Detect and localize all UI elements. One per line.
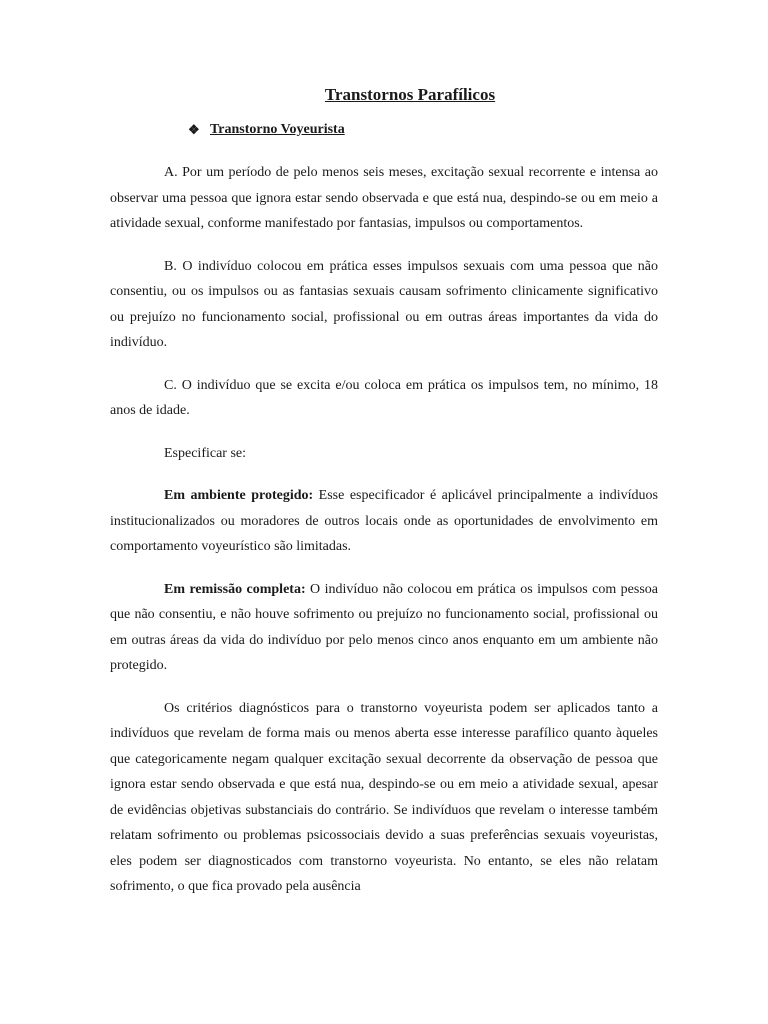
- section-heading: [188, 120, 658, 140]
- criterion-b: B. O indivíduo colocou em prática esses impulsos sexuais com uma pessoa que não consentiu, ou os impulsos ou as fantasias sexuais causam sofrimento clinicamente significativo ou prejuízo no funcionamento social, profissional ou em outras áreas importantes da vida do indivíduo.: [110, 258, 658, 350]
- specifier-protected-term: Em ambiente protegido:: [164, 488, 314, 503]
- criterion-a: A. Por um período de pelo menos seis meses, excitação sexual recorrente e intensa ao observar uma pessoa que ignora estar sendo observada e que está nua, despindo-se ou em meio a atividade sexual, conforme manifestado por fantasias, impulsos ou comportamentos.: [110, 165, 658, 231]
- specifier-remission: [110, 577, 658, 679]
- document-page: [110, 84, 658, 917]
- section-title: Transtorno Voyeurista: [210, 122, 345, 137]
- diamond-bullet-icon: ❖: [188, 122, 200, 137]
- specifier-protected: [110, 483, 658, 560]
- specifier-protected-text: Esse especificador é aplicável principalmente a indivíduos institucionalizados ou moradores de outros locais onde as oportunidades de envolvimento em comportamento voyeurístico são limitadas.: [110, 488, 658, 554]
- criterion-c: C. O indivíduo que se excita e/ou coloca em prática os impulsos tem, no mínimo, 18 anos de idade.: [110, 377, 658, 418]
- specifier-remission-term: Em remissão completa:: [164, 581, 306, 597]
- specifier-remission-text: O indivíduo não colocou em prática os impulsos com pessoa que não consentiu, e não houve sofrimento ou prejuízo no funcionamento social, profissional ou em outras áreas da vida do indivíduo por pelo menos cinco anos enquanto em um ambiente não protegido.: [110, 581, 658, 673]
- document-title: Transtornos Parafílicos: [324, 85, 496, 104]
- criteria-discussion: Os critérios diagnósticos para o transtorno voyeurista podem ser aplicados tanto a indivíduos que revelam de forma mais ou menos aberta esse interesse parafílico quanto àqueles que categoricamente negam qualquer excitação sexual decorrente da observação de pessoa que ignora estar sendo observada e que está nua, despindo-se ou em meio a atividade sexual, apesar de evidências objetivas substanciais do contrário. Se indivíduos que revelam o interesse também relatam sofrimento ou problemas psicossociais devido a suas preferências sexuais voyeuristas, eles podem ser diagnosticados com transtorno voyeurista. No entanto, se eles não relatam sofrimento, o que fica provado pela ausência: [110, 700, 658, 894]
- specify-label: Especificar se:: [164, 445, 247, 461]
